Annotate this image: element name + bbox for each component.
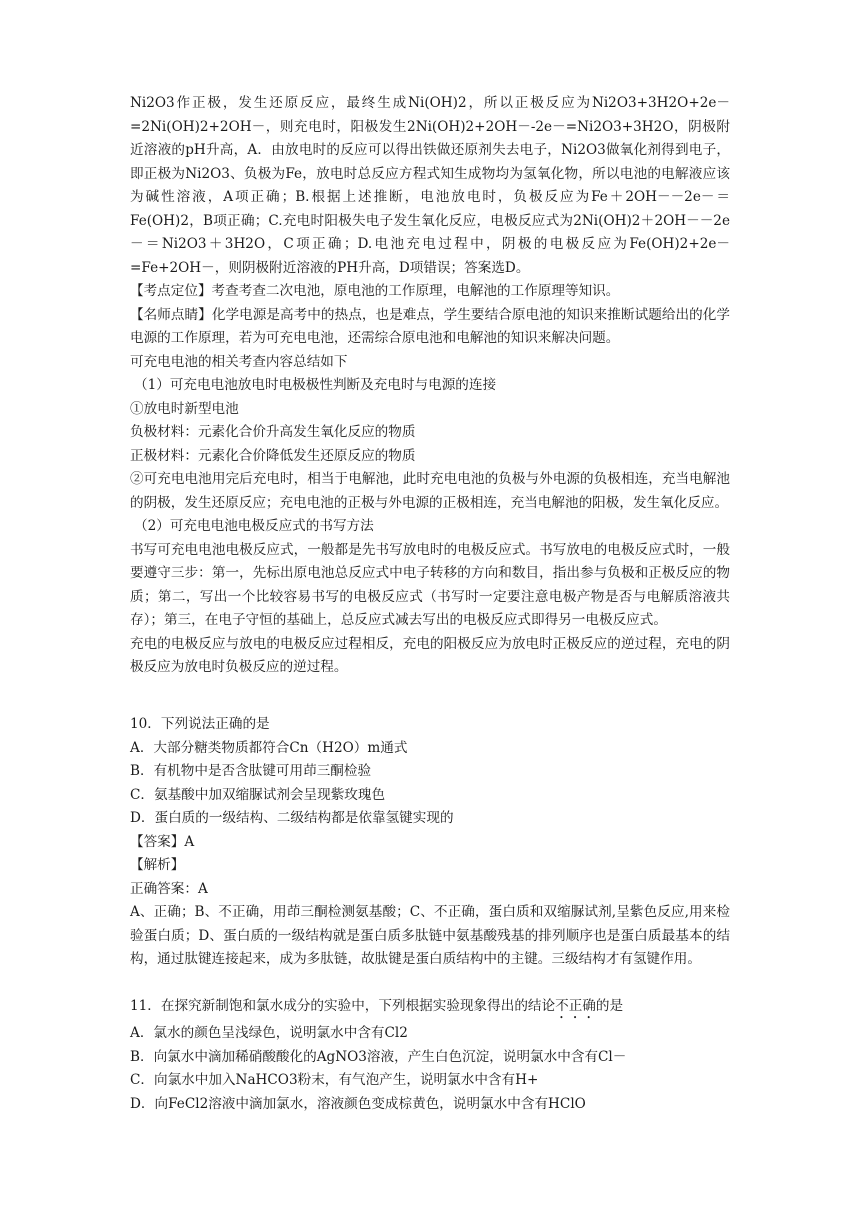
question-10-option-b: B．有机物中是否含肽键可用茚三酮检验: [130, 763, 372, 779]
question-11-option-b: B．向氯水中滴加稀硝酸酸化的AgNO3溶液，产生白色沉淀，说明氯水中含有Cl－: [130, 1048, 627, 1065]
writing-method-paragraph: 书写可充电电池电极反应式，一般都是先书写放电时的电极反应式。书写放电的电极反应式时，一般要遵守三步：第一，先标出原电池总反应式中电子转移的方向和数目，指出参与负极和正极反应的物质；第二，写出一个比较容易书写的电极反应式（书写时一定要注意电极产物是否与电解质溶液共存）；第三，在电子守恒的基础上，总反应式减去写出的电极反应式即得另一电极反应式。: [130, 541, 730, 628]
summary-heading-2: （2）可充电电池电极反应式的书写方法: [134, 518, 374, 534]
question-10-option-a: A．大部分糖类物质都符合Cn（H2O）m通式: [130, 739, 408, 756]
question-10-option-c: C．氨基酸中加双缩脲试剂会呈现紫玫瑰色: [130, 786, 386, 803]
summary-item-b: ②可充电电池用完后充电时，相当于电解池，此时充电电池的负极与外电源的负极相连，充当电解池的阴极，发生还原反应；充电电池的正极与外电源的正极相连，充当电解池的阳极，发生氧化反应。: [130, 471, 730, 511]
summary-heading-1: （1）可充电电池放电时电极极性判断及充电时与电源的连接: [134, 377, 497, 393]
question-11: [130, 995, 730, 1116]
mingshi-paragraph: 【名师点睛】化学电源是高考中的热点，也是难点，学生要结合原电池的知识来推断试题给出的化学电源的工作原理，若为可充电电池，还需综合原电池和电解池的知识来解决问题。: [130, 306, 730, 346]
question-10-option-d: D．蛋白质的一级结构、二级结构都是依靠氢键实现的: [130, 810, 454, 826]
analysis-paragraph: Ni2O3作正极，发生还原反应，最终生成Ni(OH)2，所以正极反应为Ni2O3+3H2O+2e－=2Ni(OH)2+2OH－，则充电时，阳极发生2Ni(OH)2+2OH－-2e－=Ni2O3+3H2O，阴极附近溶液的pH升高，A．由放电时的反应可以得出铁做还原剂失去电子，Ni2O3做氧化剂得到电子，即正极为Ni2O3、负极为Fe，放电时总反应方程式知生成物均为氢氧化物，所以电池的电解液应该为碱性溶液，A项正确；B.根据上述推断，电池放电时，负极反应为Fe＋2OH－－2e－＝Fe(OH)2，B项正确；C.充电时阳极失电子发生氧化反应，电极反应式为2Ni(OH)2＋2OH－－2e－＝Ni2O3＋3H2O，C项正确；D.电池充电过程中，阴极的电极反应为Fe(OH)2+2e－=Fe+2OH－，则阴极附近溶液的PH升高，D项错误；答案选D。: [130, 95, 730, 276]
question-11-option-c: C．向氯水中加入NaHCO3粉末，有气泡产生，说明氯水中含有H+: [130, 1072, 539, 1088]
question-11-stem: [130, 995, 730, 1022]
kaodian-line: 【考点定位】考查考查二次电池，原电池的工作原理，电解池的工作原理等知识。: [130, 283, 620, 299]
analysis-section: [130, 92, 730, 680]
negative-material-line: 负极材料：元素化合价升高发生氧化反应的物质: [130, 424, 416, 440]
question-11-option-a: A．氯水的颜色呈浅绿色，说明氯水中含有Cl2: [130, 1025, 408, 1041]
summary-item-a: ①放电时新型电池: [130, 400, 239, 417]
question-10-analysis-label: 【解析】: [130, 857, 185, 873]
charging-reverse-paragraph: 充电的电极反应与放电的电极反应过程相反，充电的阳极反应为放电时正极反应的逆过程，充电的阴极反应为放电时负极反应的逆过程。: [130, 635, 730, 675]
question-10-correct-answer: 正确答案：A: [130, 880, 208, 897]
question-11-stem-end: 的是: [595, 998, 624, 1014]
question-10-answer: 【答案】A: [130, 833, 195, 850]
question-10-explanation: A、正确；B、不正确，用茚三酮检测氨基酸；C、不正确，蛋白质和双缩脲试剂,呈紫色反应,用来检验蛋白质；D、蛋白质的一级结构就是蛋白质多肽链中氨基酸残基的排列顺序也是蛋白质最基本的结构，通过肽键连接起来，成为多肽链，故肽键是蛋白质结构中的主键。三级结构才有氢键作用。: [130, 904, 730, 967]
question-11-emphasis: 不正确: [555, 998, 596, 1014]
question-11-option-d: D．向FeCl2溶液中滴加氯水，溶液颜色变成棕黄色，说明氯水中含有HClO: [130, 1095, 586, 1112]
question-10-stem: 10．下列说法正确的是: [130, 716, 270, 732]
question-10: [130, 713, 730, 972]
question-11-stem-start: 11．在探究新制饱和氯水成分的实验中，下列根据实验现象得出的结论: [130, 998, 556, 1014]
positive-material-line: 正极材料：元素化合价降低发生还原反应的物质: [130, 447, 416, 464]
summary-intro: 可充电电池的相关考查内容总结如下: [130, 353, 348, 370]
